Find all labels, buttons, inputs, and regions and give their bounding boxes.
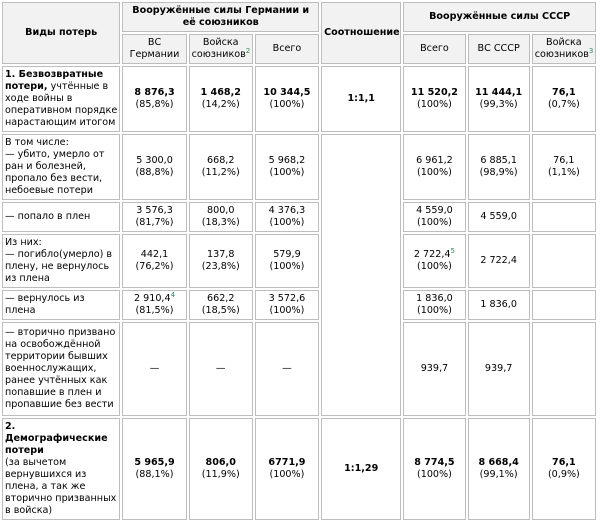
cell-value: 8 774,5 (100%) <box>403 418 465 520</box>
header-wehrmacht: ВС Германии <box>122 34 186 64</box>
cell-value: 11 520,2 (100%) <box>403 66 465 132</box>
cell-value: 6771,9 (100%) <box>255 418 319 520</box>
footnote-2[interactable]: 2 <box>245 46 251 55</box>
header-ussr-group: Вооружённые силы СССР <box>403 2 596 32</box>
cell-value: 668,2 (11,2%) <box>189 134 253 200</box>
footnote-4[interactable]: 4 <box>170 290 176 299</box>
cell-value: — <box>122 322 186 416</box>
cell-empty <box>532 234 596 288</box>
table-row <box>2 234 596 288</box>
cell-value: 6 961,2 (100%) <box>403 134 465 200</box>
cell-empty <box>532 322 596 416</box>
header-ratio: Соотношение <box>321 2 401 64</box>
cell-value: 800,0 (18,3%) <box>189 202 253 232</box>
cell-value: 939,7 <box>403 322 465 416</box>
cell-value: 806,0 (11,9%) <box>189 418 253 520</box>
cell-value: 11 444,1 (99,3%) <box>468 66 530 132</box>
cell-value: 8 876,3 (85,8%) <box>122 66 186 132</box>
cell-value: 2 722,4$^5$ (100%) <box>403 234 465 288</box>
cell-value: 3 572,6 (100%) <box>255 290 319 320</box>
cell-value: 8 668,4 (99,1%) <box>468 418 530 520</box>
row-label: — вторично призвано на освобождённой территории бывших военнослужащих, ранее учтённых как попавшие в плен и пропавшие без вести <box>2 322 120 416</box>
row-label: В том числе: — убито, умерло от ран и болезней, пропало без вести, небоевые потери <box>2 134 120 200</box>
row-label: 1. Безвозвратные потери, учтённые в ходе войны в оперативном порядке нарастающим итогом <box>2 66 120 132</box>
header-ussr-total: Всего <box>403 34 465 64</box>
cell-value: 442,1 (76,2%) <box>122 234 186 288</box>
ratio-empty <box>321 134 401 416</box>
cell-value: 662,2 (18,5%) <box>189 290 253 320</box>
cell-value: 5 968,2 (100%) <box>255 134 319 200</box>
cell-value: 76,1 (0,7%) <box>532 66 596 132</box>
cell-empty <box>532 202 596 232</box>
header-axis-allies: Войска союзников$^2$ <box>189 34 253 64</box>
cell-value: 1 836,0 <box>468 290 530 320</box>
table-row <box>2 290 596 320</box>
cell-ratio: 1:1,29 <box>321 418 401 520</box>
cell-value: 3 576,3 (81,7%) <box>122 202 186 232</box>
cell-empty <box>532 290 596 320</box>
row-label: Из них: — погибло(умерло) в плену, не вернулось из плена <box>2 234 120 288</box>
row-label: 2. Демографические потери (за вычетом вернувшихся из плена, а так же вторично призванных в войска) <box>2 418 120 520</box>
cell-value: 5 965,9 (88,1%) <box>122 418 186 520</box>
cell-value: 1 836,0 (100%) <box>403 290 465 320</box>
table-row <box>2 66 596 132</box>
cell-value: 5 300,0 (88,8%) <box>122 134 186 200</box>
cell-value: 10 344,5 (100%) <box>255 66 319 132</box>
cell-value: — <box>189 322 253 416</box>
cell-ratio: 1:1,1 <box>321 66 401 132</box>
header-ussr-armed-forces: ВС СССР <box>468 34 530 64</box>
table-row <box>2 202 596 232</box>
cell-value: 4 559,0 <box>468 202 530 232</box>
row-label: — вернулось из плена <box>2 290 120 320</box>
cell-value: 2 910,4$^4$ (81,5%) <box>122 290 186 320</box>
table-row <box>2 322 596 416</box>
header-germany-total: Всего <box>255 34 319 64</box>
cell-value: 1 468,2 (14,2%) <box>189 66 253 132</box>
footnote-3[interactable]: 3 <box>588 46 594 55</box>
cell-value: 579,9 (100%) <box>255 234 319 288</box>
cell-value: 939,7 <box>468 322 530 416</box>
header-loss-type: Виды потерь <box>2 2 120 64</box>
cell-value: 2 722,4 <box>468 234 530 288</box>
row-label: — попало в плен <box>2 202 120 232</box>
cell-value: — <box>255 322 319 416</box>
cell-value: 6 885,1 (98,9%) <box>468 134 530 200</box>
cell-value: 4 559,0 (100%) <box>403 202 465 232</box>
table-row <box>2 134 596 200</box>
header-germany-group: Вооружённые силы Германии и её союзников <box>122 2 319 32</box>
table-row <box>2 418 596 520</box>
cell-value: 4 376,3 (100%) <box>255 202 319 232</box>
footnote-5[interactable]: 5 <box>450 246 455 255</box>
cell-value: 76,1 (0,9%) <box>532 418 596 520</box>
cell-value: 76,1 (1,1%) <box>532 134 596 200</box>
cell-value: 137,8 (23,8%) <box>189 234 253 288</box>
header-ussr-allies: Войска союзников$^3$ <box>532 34 596 64</box>
